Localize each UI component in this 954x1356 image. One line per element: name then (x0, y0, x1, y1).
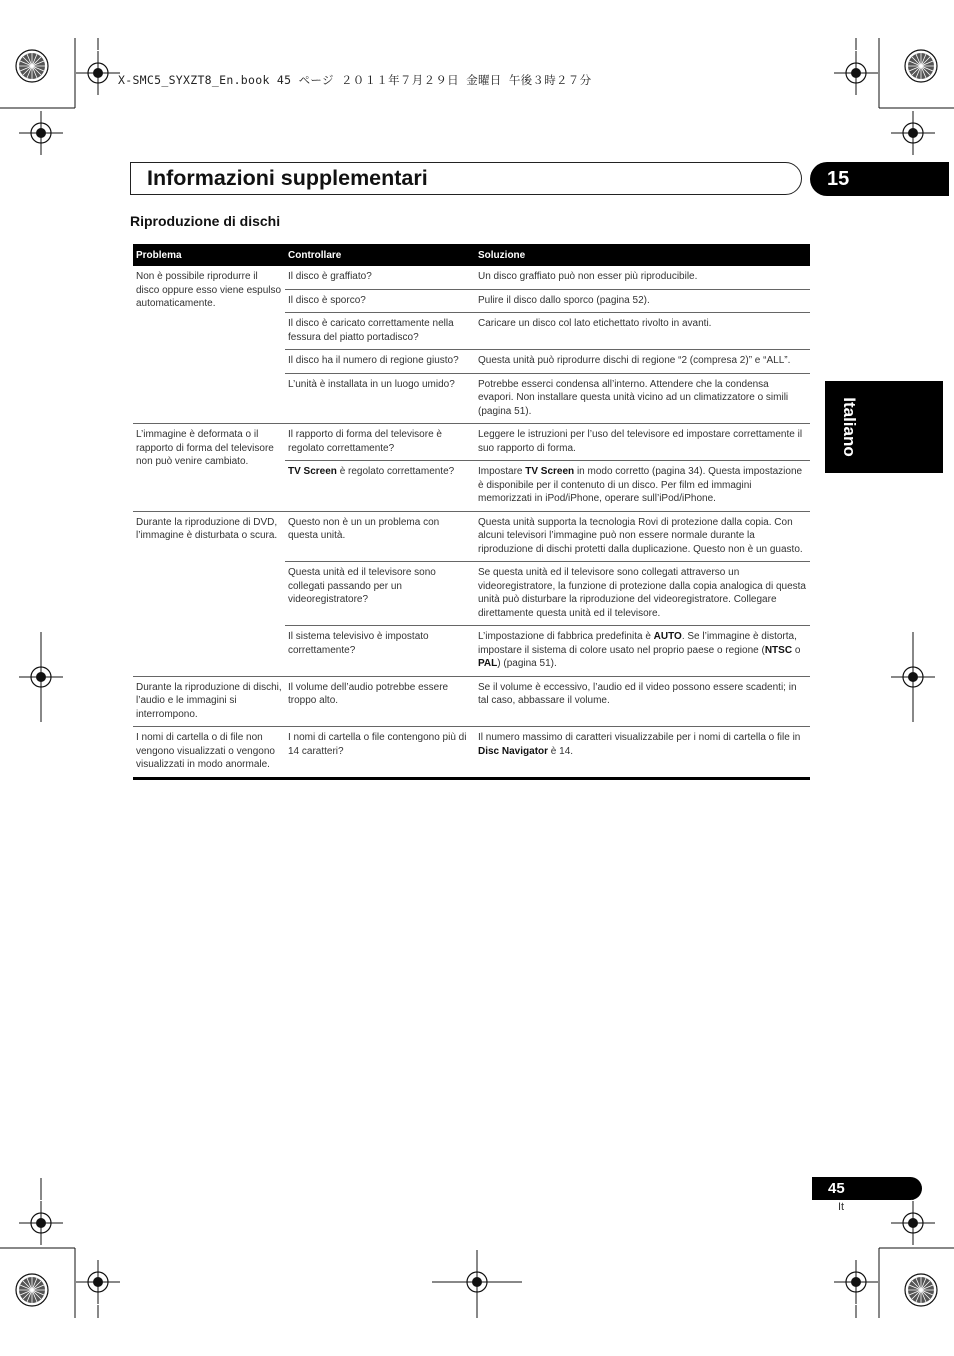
solution-cell: Se questa unità ed il televisore sono collegati attraverso un videoregistratore, la funzione di protezione dalla copia analogica di questa unità può disturbare la riproduzione del videoregistratore. Collegare direttamente questa unità ed il televisore. (475, 562, 810, 626)
problem-cell: Durante la riproduzione di DVD, l’immagine è disturbata o scura. (133, 511, 285, 676)
print-slug: X-SMC5_SYXZT8_En.book 45 ページ ２０１１年７月２９日 金曜日 午後３時２７分 (118, 73, 592, 87)
problem-cell: Non è possibile riprodurre il disco oppure esso viene espulso automaticamente. (136, 271, 282, 309)
setting-name: PAL (478, 658, 498, 669)
header-problem: Problema (133, 244, 285, 266)
table-row (133, 676, 810, 727)
check-cell: TV Screen è regolato correttamente? (285, 461, 475, 512)
table-row (133, 266, 810, 289)
problem-cell: L’immagine è deformata o il rapporto di forma del televisore non può venire cambiato. (133, 424, 285, 512)
solution-cell: Leggere le istruzioni per l’uso del televisore ed impostare correttamente il suo rapporto di forma. (475, 424, 810, 461)
solution-cell: Se il volume è eccessivo, l’audio ed il video possono essere scadenti; in tal caso, abbassare il volume. (475, 676, 810, 727)
check-cell: Il volume dell’audio potrebbe essere troppo alto. (285, 676, 475, 727)
check-cell: Il disco è caricato correttamente nella fessura del piatto portadisco? (285, 313, 475, 350)
header-check: Controllare (285, 244, 475, 266)
check-cell: Il sistema televisivo è impostato correttamente? (285, 626, 475, 677)
solution-cell: Questa unità supporta la tecnologia Rovi di protezione dalla copia. Con alcuni televisori l’immagine può non essere normale durante la riproduzione di dischi protetti dalla duplicazione. Questo non è un guasto. (475, 511, 810, 562)
table-row (133, 727, 810, 779)
solution-cell: Questa unità può riprodurre dischi di regione “2 (compresa 2)” e “ALL”. (475, 350, 810, 374)
problem-cell: Durante la riproduzione di dischi, l’audio e le immagini si interrompono. (133, 676, 285, 727)
setting-name: TV Screen (288, 466, 337, 477)
solution-cell: Un disco graffiato può non esser più riproducibile. (478, 271, 698, 282)
language-code: It (838, 1201, 845, 1213)
table-row (133, 511, 810, 562)
check-cell: Il disco è sporco? (285, 289, 475, 313)
header-solution: Soluzione (475, 244, 810, 266)
check-cell: Il disco ha il numero di regione giusto? (285, 350, 475, 374)
solution-cell: Potrebbe esserci condensa all’interno. Attendere che la condensa evapori. Non installare questa unità vicino ad un climatizzatore o simili (pagina 51). (475, 373, 810, 424)
language-tab (825, 381, 943, 473)
setting-name: AUTO (653, 631, 682, 642)
section-title: Riproduzione di dischi (130, 213, 281, 229)
page-title: Informazioni supplementari (147, 166, 428, 190)
page-number: 45 (812, 1177, 922, 1200)
solution-cell: Il numero massimo di caratteri visualizzabile per i nomi di cartella o file in Disc Navigator è 14. (475, 727, 810, 779)
check-cell: Questa unità ed il televisore sono collegati passando per un videoregistratore? (285, 562, 475, 626)
solution-cell: L’impostazione di fabbrica predefinita è AUTO. Se l’immagine è distorta, impostare il sistema di colore usato nel proprio paese o regione (NTSC o PAL) (pagina 51). (475, 626, 810, 677)
setting-name: Disc Navigator (478, 745, 549, 757)
solution-cell: Caricare un disco col lato etichettato rivolto in avanti. (475, 313, 810, 350)
solution-cell: Impostare TV Screen in modo corretto (pagina 34). Questa impostazione è disponibile per il contenuto di un disco. Per film ed immagini memorizzati in iPod/iPhone, operare sull’iPod/iPhone. (475, 461, 810, 512)
table-header-row (133, 244, 810, 266)
chapter-number: 15 (810, 162, 949, 196)
check-cell: Questo non è un un problema con questa unità. (285, 511, 475, 562)
check-cell: L’unità è installata in un luogo umido? (285, 373, 475, 424)
problem-cell: I nomi di cartella o di file non vengono visualizzati o vengono visualizzati in modo anormale. (133, 727, 285, 779)
check-cell: Il disco è graffiato? (288, 271, 372, 282)
check-cell: I nomi di cartella o file contengono più di 14 caratteri? (285, 727, 475, 779)
setting-name: NTSC (764, 644, 793, 656)
solution-cell: Pulire il disco dallo sporco (pagina 52). (475, 289, 810, 313)
check-cell: Il rapporto di forma del televisore è regolato correttamente? (285, 424, 475, 461)
table-row (133, 424, 810, 461)
troubleshooting-table (133, 244, 810, 780)
language-tab-label: Italiano (840, 397, 859, 457)
setting-name: TV Screen (525, 466, 575, 477)
